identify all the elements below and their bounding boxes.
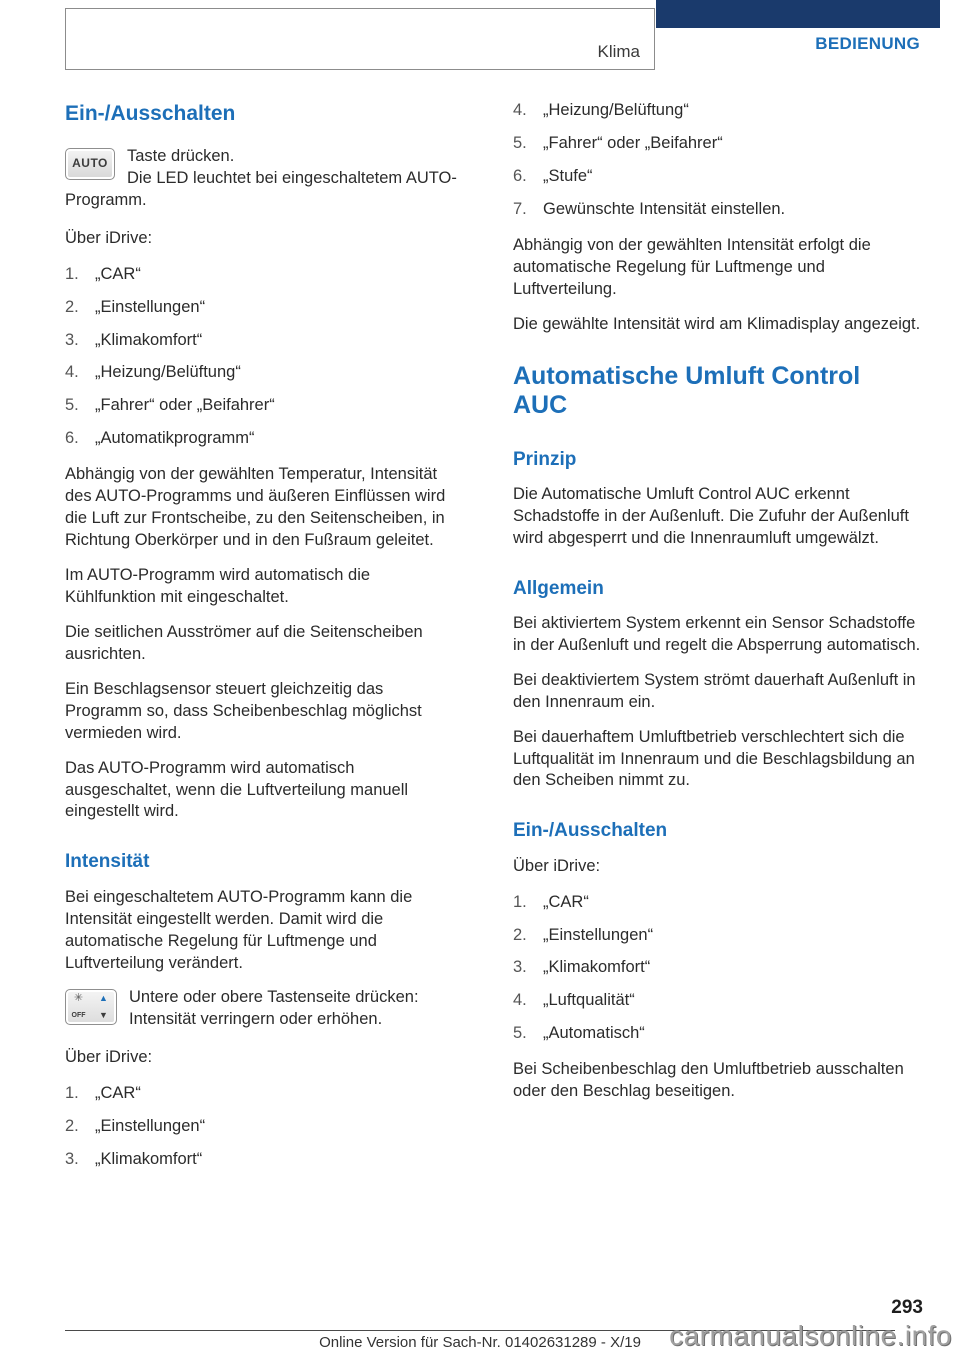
arrow-down-icon: ▼ [99,1010,108,1021]
paragraph: Abhängig von der gewählten Intensität erfolgt die automatische Regelung für Luftmenge und Luftverteilung. [513,235,871,298]
idrive-steps-list-continued [513,100,925,221]
idrive-steps-list [513,892,925,1046]
section-title-intensity: Intensität [65,851,150,873]
list-item [65,1083,462,1105]
section-title-allgemein: Allgemein [513,577,604,599]
list-item [65,395,462,417]
list-number: 7. [513,199,527,218]
paragraph: Im AUTO-Programm wird automatisch die Kühlfunktion mit eingeschaltet. [65,566,371,606]
fan-icon: ✳ [73,992,84,1005]
list-number: 4. [513,991,527,1010]
section-title-onoff: Ein-/Ausschalten [65,102,236,125]
list-number: 5. [65,396,79,415]
list-number: 1. [65,264,79,283]
list-number: 1. [513,892,527,911]
section-title-auc: Automatische Umluft Control AUC [513,361,861,419]
paragraph: Bei Scheibenbeschlag den Umluftbetrieb ausschalten oder den Beschlag beseitigen. [513,1060,904,1101]
list-item [65,1149,462,1171]
list-label: „Einstellungen“ [543,925,654,944]
fan-intensity-button-icon [65,989,117,1025]
paragraph: Bei aktiviertem System erkennt ein Sensor Schadstoffe in der Außenluft und regelt die Absperrung automatisch. [513,613,921,654]
list-number: 5. [513,1024,527,1043]
list-label: „Fahrer“ oder „Beifahrer“ [543,133,723,152]
list-label: Gewünschte Intensität einstellen. [543,199,786,218]
right-column [513,100,925,1116]
list-number: 4. [513,101,527,119]
paragraph: Ein Beschlagsensor steuert gleichzeitig das Programm so, dass Scheibenbeschlag möglichst vermieden wird. [65,679,422,742]
list-label: „CAR“ [543,892,589,911]
list-label: „Fahrer“ oder „Beifahrer“ [95,396,275,415]
list-label: „Einstellungen“ [95,297,206,316]
instruction-line: Untere oder obere Tastenseite drücken: [129,988,419,1007]
list-item [65,428,462,450]
paragraph: Abhängig von der gewählten Temperatur, Intensität des AUTO-Programms und äußeren Einflüssen wird die Luft zur Frontscheibe, zu den Seitenscheiben, in Richtung Oberkörper und in den Fußraum geleitet. [65,465,446,550]
list-number: 2. [65,1117,79,1136]
list-label: „Klimakomfort“ [95,330,203,349]
section-title-prinzip: Prinzip [513,448,577,470]
list-label: „Luftqualität“ [543,991,635,1010]
list-item [65,264,462,286]
auto-button-instruction [65,146,462,212]
page-number: 293 [891,1297,923,1318]
list-label: „Automatikprogramm“ [95,429,255,448]
paragraph: Bei dauerhaftem Umluftbetrieb verschlechtert sich die Luftqualität im Innenraum und die Beschlagsbildung an den Scheiben nimmt zu. [513,727,915,790]
list-number: 3. [65,330,79,349]
off-label: OFF [71,1012,86,1020]
list-number: 3. [513,958,527,977]
list-item [513,892,925,914]
list-number: 3. [65,1150,79,1169]
instruction-line: Die LED leuchtet bei eingeschaltetem AUTO-Programm. [65,168,457,209]
list-number: 1. [65,1084,79,1103]
idrive-steps-list [65,264,462,451]
list-item [513,100,925,122]
idrive-intro-label: Über iDrive: [65,1048,153,1067]
list-label: „Stufe“ [543,166,593,185]
list-item [513,199,925,221]
list-item [513,166,925,188]
list-label: „Automatisch“ [543,1024,645,1043]
footer-version-text: Online Version für Sach-Nr. 01402631289 - X/19 [319,1334,641,1351]
list-number: 4. [65,363,79,382]
list-number: 2. [513,925,527,944]
header-section-box [65,8,655,70]
idrive-intro-label: Über iDrive: [513,856,601,875]
list-label: „Klimakomfort“ [543,958,651,977]
arrow-up-icon: ▲ [99,993,108,1004]
list-number: 6. [65,429,79,448]
chapter-label: BEDIENUNG [815,34,920,53]
auto-button-icon [65,148,115,180]
list-item [513,133,925,155]
paragraph: Die seitlichen Ausströmer auf die Seitenscheiben ausrichten. [65,622,423,663]
list-label: „Heizung/Belüftung“ [543,101,689,119]
list-item [65,330,462,352]
list-item [513,990,925,1012]
idrive-steps-list [65,1083,462,1171]
list-item [513,925,925,947]
list-number: 2. [65,297,79,316]
list-label: „Klimakomfort“ [95,1150,203,1169]
left-column [65,100,462,1185]
instruction-line: Intensität verringern oder erhöhen. [129,1010,383,1029]
list-item [65,1116,462,1138]
list-item [65,362,462,384]
list-item [65,297,462,319]
list-item [513,1023,925,1045]
list-label: „CAR“ [95,1084,141,1103]
list-label: „Einstellungen“ [95,1117,206,1136]
list-label: „Heizung/Belüftung“ [95,363,241,382]
fan-button-instruction [65,987,462,1031]
list-item [513,957,925,979]
list-label: „CAR“ [95,264,141,283]
paragraph: Das AUTO-Programm wird automatisch ausgeschaltet, wenn die Luftverteilung manuell eingestellt wird. [65,758,409,821]
chapter-tab-bar [656,0,940,28]
paragraph: Bei eingeschaltetem AUTO-Programm kann die Intensität eingestellt werden. Damit wird die automatische Regelung für Luftmenge und Luftverteilung verändert. [65,887,413,972]
auto-button-icon-label: AUTO [72,155,108,170]
section-title-auc-onoff: Ein-/Ausschalten [513,820,668,842]
list-number: 6. [513,166,527,185]
paragraph: Die Automatische Umluft Control AUC erkennt Schadstoffe in der Außenluft. Die Zufuhr der Außenluft wird abgesperrt und die Innenraumluft umgewälzt. [513,484,909,547]
header-section-label: Klima [597,42,640,61]
paragraph: Bei deaktiviertem System strömt dauerhaft Außenluft in den Innenraum ein. [513,670,916,711]
paragraph: Die gewählte Intensität wird am Klimadisplay angezeigt. [513,314,921,333]
instruction-line: Taste drücken. [127,146,235,165]
idrive-intro-label: Über iDrive: [65,228,153,247]
watermark: carmanualsonline.info [669,1320,952,1351]
list-number: 5. [513,133,527,152]
